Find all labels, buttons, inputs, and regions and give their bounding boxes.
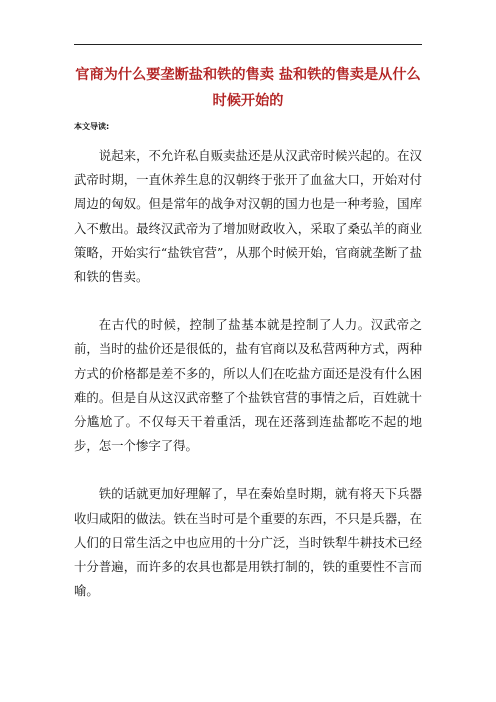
document-title: 官商为什么要垄断盐和铁的售卖 盐和铁的售卖是从什么时候开始的 (75, 67, 421, 109)
header-rule (74, 44, 422, 45)
body-paragraph: 铁的话就更加好理解了，早在秦始皇时期，就有将天下兵器收归咸阳的做法。铁在当时可是个重要的东西，不只是兵器，在人们的日常生活之中也应用的十分广泛，当时铁犁牛耕技术已经十分普遍，而许多的农具也都是用铁打制的，铁的重要性不言而喻。 (74, 486, 422, 599)
body-paragraph: 说起来，不允许私自贩卖盐还是从汉武帝时候兴起的。在汉武帝时期，一直休养生息的汉朝终于张开了血盆大口，开始对付周边的匈奴。但是常年的战争对汉朝的国力也是一种考验，国库入不敷出。最终汉武帝为了增加财政收入，采取了桑弘羊的商业策略，开始实行“盐铁官营”，从那个时候开始，官商就垄断了盐和铁的售卖。 (74, 148, 422, 285)
body-paragraph: 在古代的时候，控制了盐基本就是控制了人力。汉武帝之前，当时的盐价还是很低的，盐有官商以及私营两种方式，两种方式的价格都是差不多的，所以人们在吃盐方面还是没有什么困难的。但是自从这汉武帝整了个盐铁官营的事情之后，百姓就十分尴尬了。不仅每天干着重活，现在还落到连盐都吃不起的地步，怎一个惨字了得。 (74, 317, 422, 454)
document-body (74, 144, 422, 603)
guide-label: 本文导读: (74, 122, 110, 131)
